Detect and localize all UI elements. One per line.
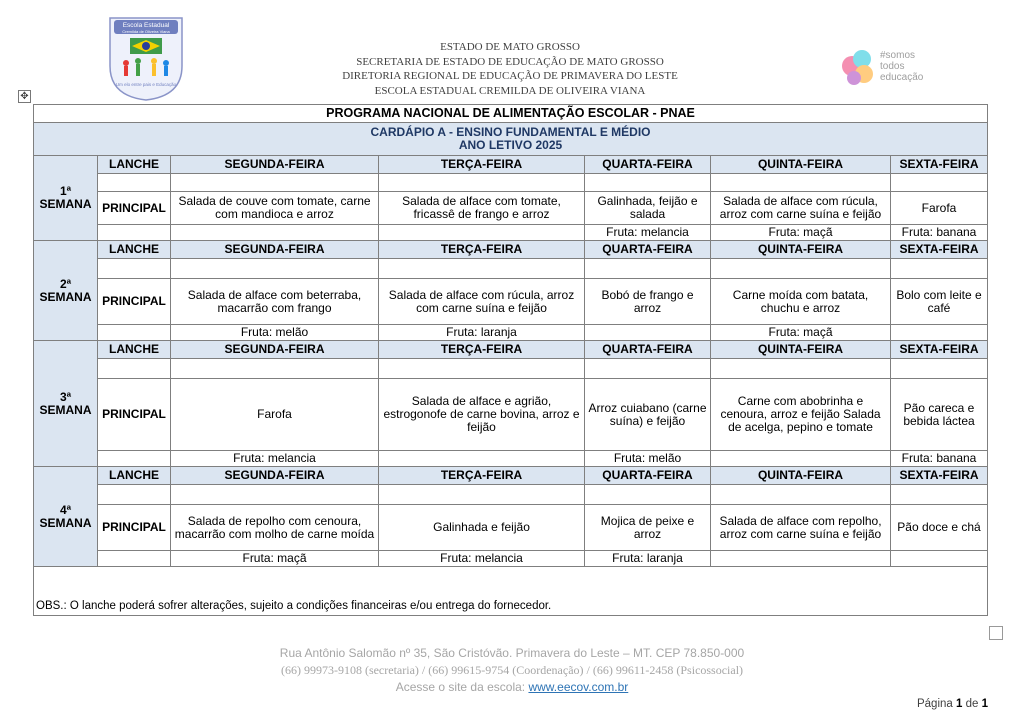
lanche-cell xyxy=(585,485,711,505)
fruit-cell: Fruta: maçã xyxy=(711,225,891,241)
meal-cell: Pão doce e chá xyxy=(891,505,988,551)
day-header-friday: SEXTA-FEIRA xyxy=(891,467,988,485)
week-1-label: 1ª SEMANA xyxy=(34,156,98,241)
meal-cell: Carne com abobrinha e cenoura, arroz e feijão Salada de acelga, pepino e tomate xyxy=(711,379,891,451)
fruit-cell xyxy=(585,325,711,341)
footer-address: Rua Antônio Salomão nº 35, São Cristóvão. Primavera do Leste – MT. CEP 78.850-000 xyxy=(279,646,745,660)
lanche-cell xyxy=(379,259,585,279)
principal-label: PRINCIPAL xyxy=(98,192,171,225)
table-move-handle-icon[interactable]: ✥ xyxy=(18,90,31,103)
fruit-cell xyxy=(891,325,988,341)
fruit-cell: Fruta: melão xyxy=(171,325,379,341)
day-header-monday: SEGUNDA-FEIRA xyxy=(171,241,379,259)
table-title: PROGRAMA NACIONAL DE ALIMENTAÇÃO ESCOLAR - PNAE xyxy=(34,105,988,123)
table-subtitle xyxy=(34,123,988,156)
fruit-cell: Fruta: melancia xyxy=(379,551,585,567)
header-line-directorate: DIRETORIA REGIONAL DE EDUCAÇÃO DE PRIMAVERA DO LESTE xyxy=(342,70,678,82)
fruit-cell: Fruta: melancia xyxy=(171,451,379,467)
table-resize-handle[interactable] xyxy=(989,626,1003,640)
lanche-cell xyxy=(171,359,379,379)
lanche-cell xyxy=(171,259,379,279)
day-header-thursday: QUINTA-FEIRA xyxy=(711,467,891,485)
fruit-cell xyxy=(171,225,379,241)
fruit-cell: Fruta: melancia xyxy=(585,225,711,241)
fruit-cell: Fruta: laranja xyxy=(585,551,711,567)
lanche-cell xyxy=(891,174,988,192)
lanche-cell xyxy=(171,174,379,192)
day-header-wednesday: QUARTA-FEIRA xyxy=(585,467,711,485)
fruit-cell: Fruta: laranja xyxy=(379,325,585,341)
day-header-wednesday: QUARTA-FEIRA xyxy=(585,241,711,259)
footer-phones: (66) 99973-9108 (secretaria) / (66) 99615-9754 (Coordenação) / (66) 99611-2458 (Psicossocial) xyxy=(280,663,744,677)
meal-cell: Carne moída com batata, chuchu e arroz xyxy=(711,279,891,325)
principal-label: PRINCIPAL xyxy=(98,379,171,451)
fruit-cell xyxy=(711,451,891,467)
footer-site-prefix: Acesse o site da escola: xyxy=(395,680,529,694)
fruit-spacer xyxy=(98,325,171,341)
day-header-thursday: QUINTA-FEIRA xyxy=(711,341,891,359)
lanche-cell xyxy=(379,359,585,379)
menu-table xyxy=(33,104,988,616)
lanche-cell xyxy=(379,485,585,505)
header-line-secretariat: SECRETARIA DE ESTADO DE EDUCAÇÃO DE MATO GROSSO xyxy=(356,55,664,68)
meal-cell: Salada de alface com rúcula, arroz com carne suína e feijão xyxy=(379,279,585,325)
lanche-cell xyxy=(711,259,891,279)
lanche-cell xyxy=(891,259,988,279)
meal-cell: Salada de alface com beterraba, macarrão com frango xyxy=(171,279,379,325)
meal-cell: Bolo com leite e café xyxy=(891,279,988,325)
meal-cell: Salada de couve com tomate, carne com mandioca e arroz xyxy=(171,192,379,225)
fruit-cell xyxy=(891,551,988,567)
day-header-tuesday: TERÇA-FEIRA xyxy=(379,241,585,259)
meal-cell: Mojica de peixe e arroz xyxy=(585,505,711,551)
meal-cell: Salada de repolho com cenoura, macarrão com molho de carne moída xyxy=(171,505,379,551)
subtitle-cardapio: CARDÁPIO A - ENSINO FUNDAMENTAL E MÉDIO xyxy=(370,125,651,139)
day-header-thursday: QUINTA-FEIRA xyxy=(711,241,891,259)
somos-todos-educacao-logo xyxy=(836,44,956,88)
day-header-tuesday: TERÇA-FEIRA xyxy=(379,341,585,359)
school-logo xyxy=(104,14,188,102)
fruit-spacer xyxy=(98,225,171,241)
lanche-spacer xyxy=(98,259,171,279)
svg-text:todos: todos xyxy=(880,61,905,72)
meal-cell: Galinhada e feijão xyxy=(379,505,585,551)
lanche-label: LANCHE xyxy=(98,156,171,174)
fruit-cell xyxy=(379,451,585,467)
svg-text:#somos: #somos xyxy=(880,50,916,61)
lanche-spacer xyxy=(98,174,171,192)
principal-label: PRINCIPAL xyxy=(98,505,171,551)
lanche-cell xyxy=(711,359,891,379)
lanche-cell xyxy=(379,174,585,192)
meal-cell: Bobó de frango e arroz xyxy=(585,279,711,325)
document-footer xyxy=(0,645,1024,696)
header-text-block xyxy=(300,40,720,98)
lanche-cell xyxy=(711,485,891,505)
subtitle-ano-letivo: ANO LETIVO 2025 xyxy=(458,138,563,152)
svg-text:Um elo entre pais e Educação: Um elo entre pais e Educação xyxy=(115,82,177,87)
obs-note: OBS.: O lanche poderá sofrer alterações, sujeito a condições financeiras e/ou entrega do fornecedor. xyxy=(34,567,988,616)
day-header-monday: SEGUNDA-FEIRA xyxy=(171,156,379,174)
fruit-cell: Fruta: melão xyxy=(585,451,711,467)
lanche-cell xyxy=(711,174,891,192)
meal-cell: Galinhada, feijão e salada xyxy=(585,192,711,225)
day-header-tuesday: TERÇA-FEIRA xyxy=(379,467,585,485)
svg-text:Cremilda de Oliveira Viana: Cremilda de Oliveira Viana xyxy=(122,29,170,34)
day-header-thursday: QUINTA-FEIRA xyxy=(711,156,891,174)
fruit-cell: Fruta: banana xyxy=(891,451,988,467)
lanche-cell xyxy=(171,485,379,505)
svg-text:educação: educação xyxy=(880,72,924,83)
meal-cell: Farofa xyxy=(891,192,988,225)
week-2-label: 2ª SEMANA xyxy=(34,241,98,341)
fruit-spacer xyxy=(98,551,171,567)
lanche-spacer xyxy=(98,359,171,379)
fruit-cell: Fruta: banana xyxy=(891,225,988,241)
school-site-link[interactable]: www.eecov.com.br xyxy=(528,680,629,694)
lanche-label: LANCHE xyxy=(98,341,171,359)
day-header-monday: SEGUNDA-FEIRA xyxy=(171,467,379,485)
meal-cell: Salada de alface com rúcula, arroz com carne suína e feijão xyxy=(711,192,891,225)
lanche-label: LANCHE xyxy=(98,241,171,259)
principal-label: PRINCIPAL xyxy=(98,279,171,325)
day-header-friday: SEXTA-FEIRA xyxy=(891,341,988,359)
meal-cell: Salada de alface com repolho, arroz com carne suína e feijão xyxy=(711,505,891,551)
header-line-school: ESCOLA ESTADUAL CREMILDA DE OLIVEIRA VIANA xyxy=(374,84,646,97)
day-header-friday: SEXTA-FEIRA xyxy=(891,156,988,174)
lanche-cell xyxy=(891,485,988,505)
meal-cell: Arroz cuiabano (carne suína) e feijão xyxy=(585,379,711,451)
document-header xyxy=(0,0,1024,104)
meal-cell: Salada de alface e agrião, estrogonofe de carne bovina, arroz e feijão xyxy=(379,379,585,451)
svg-text:Escola Estadual: Escola Estadual xyxy=(122,22,170,29)
lanche-cell xyxy=(585,359,711,379)
week-3-label: 3ª SEMANA xyxy=(34,341,98,467)
lanche-label: LANCHE xyxy=(98,467,171,485)
fruit-cell: Fruta: maçã xyxy=(711,325,891,341)
day-header-friday: SEXTA-FEIRA xyxy=(891,241,988,259)
day-header-wednesday: QUARTA-FEIRA xyxy=(585,156,711,174)
fruit-cell xyxy=(379,225,585,241)
day-header-wednesday: QUARTA-FEIRA xyxy=(585,341,711,359)
lanche-spacer xyxy=(98,485,171,505)
meal-cell: Farofa xyxy=(171,379,379,451)
day-header-monday: SEGUNDA-FEIRA xyxy=(171,341,379,359)
meal-cell: Pão careca e bebida láctea xyxy=(891,379,988,451)
week-4-label: 4ª SEMANA xyxy=(34,467,98,567)
lanche-cell xyxy=(891,359,988,379)
page-number: Página 1 de 1 xyxy=(916,698,988,710)
footer-site-line xyxy=(0,679,1024,696)
meal-cell: Salada de alface com tomate, fricassê de frango e arroz xyxy=(379,192,585,225)
fruit-cell: Fruta: maçã xyxy=(171,551,379,567)
day-header-tuesday: TERÇA-FEIRA xyxy=(379,156,585,174)
header-line-state: ESTADO DE MATO GROSSO xyxy=(440,41,580,53)
lanche-cell xyxy=(585,174,711,192)
fruit-spacer xyxy=(98,451,171,467)
lanche-cell xyxy=(585,259,711,279)
fruit-cell xyxy=(711,551,891,567)
